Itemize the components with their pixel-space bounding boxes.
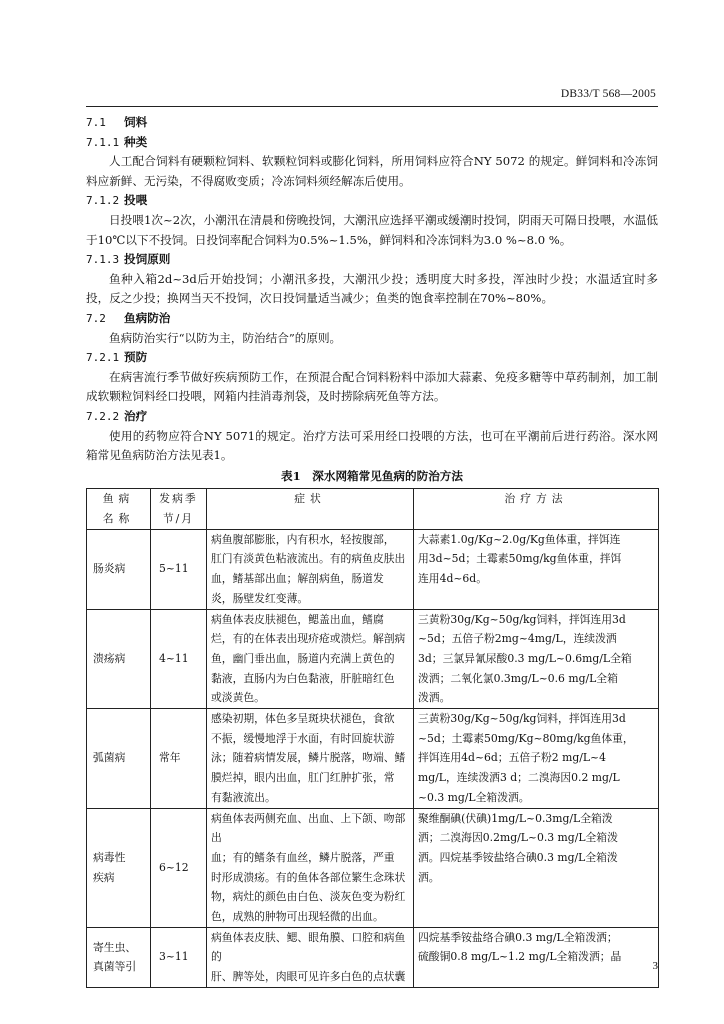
paragraph: 在病害流行季节做好疾病预防工作，在预混合配合饲料粉料中添加大蒜素、免疫多糖等中草药制剂，加工制成软颗粒饲料经口投喂，网箱内挂消毒剂袋，及时捞除病死鱼等方法。: [86, 369, 658, 404]
header-rule: [86, 106, 658, 107]
disease-table-wrap: [86, 488, 658, 988]
table-row: [87, 529, 659, 609]
cell-symptoms-line: 黏液，直肠内为白色黏液，肝脏暗红色: [211, 671, 395, 685]
table-body: [87, 529, 659, 987]
disease-table: [86, 488, 659, 988]
cell-treatment-line: 大蒜素1.0g/Kg~2.0g/Kg鱼体重，拌饵连: [418, 532, 621, 546]
cell-treatment-line: 3d；三氯异氰尿酸0.3 mg/L~0.6mg/L全箱: [418, 651, 632, 665]
cell-disease-name-line: 弧菌病: [93, 751, 126, 765]
cell-symptoms-line: 泳；随着病情发展，鳞片脱落，吻端、鳍: [211, 751, 406, 765]
cell-symptoms-line: 血；有的鳍条有血丝，鳞片脱落，严重: [211, 850, 395, 864]
section-heading: 7.1 饲料: [86, 115, 148, 129]
cell-symptoms-line: 病鱼腹部膨胀，内有积水，轻按腹部，: [211, 532, 395, 546]
cell-disease-name-line: 寄生虫、: [93, 940, 137, 954]
cell-treatment-line: 聚维酮碘(伏碘)1mg/L~0.3mg/L全箱泼: [418, 811, 613, 825]
cell-treatment-line: 泼洒；二氧化氯0.3mg/L~0.6 mg/L全箱: [418, 671, 618, 685]
cell-symptoms: [207, 927, 414, 987]
section-heading: 7.1.3 投饲原则: [86, 252, 171, 267]
cell-symptoms-line: 不振，缓慢地浮于水面，有时回旋状游: [211, 731, 395, 745]
paragraph: 日投喂1次~2次，小潮汛在清晨和傍晚投饲，大潮汛应选择平潮或缓潮时投饲，阴雨天可隔日投喂，水温低于10℃以下不投饲。日投饲率配合饲料为0.5%~1.5%，鲜饲料和冷冻饲料为3.0 %~8.0 %。: [86, 212, 658, 247]
cell-treatment-line: mg/L，连续泼洒3 d；二溴海因0.2 mg/L: [418, 771, 620, 785]
cell-disease-name: [87, 529, 151, 609]
cell-disease-name-line: 病毒性: [93, 850, 126, 864]
cell-disease-name-line: 溃疡病: [93, 651, 126, 665]
cell-treatment-line: 洒。: [418, 870, 440, 884]
cell-disease-name-line: 疾病: [93, 870, 115, 884]
cell-disease-name: [87, 927, 151, 987]
cell-disease-name-line: 真菌等引: [93, 960, 137, 974]
section-heading: 7.1.2 投喂: [86, 193, 148, 208]
cell-season: 4~11: [151, 609, 207, 709]
cell-symptoms-line: 时形成溃疡。有的鱼体各部位繁生念珠状: [211, 870, 406, 884]
cell-symptoms-line: 物，病灶的颜色由白色、淡灰色变为粉红: [211, 890, 406, 904]
cell-disease-name: [87, 609, 151, 709]
header-treatment: 治疗方法: [414, 489, 659, 529]
cell-symptoms-line: 感染初期，体色多呈斑块状褪色，食欲: [211, 712, 395, 726]
cell-treatment: [414, 927, 659, 987]
cell-symptoms-line: 肛门有淡黄色粘液流出。有的病鱼皮肤出: [211, 552, 406, 566]
header-symptoms: 症状: [207, 489, 414, 529]
cell-symptoms-line: 病鱼体表皮肤、鳃、眼角膜、口腔和病鱼的: [211, 930, 406, 964]
document-body: [86, 113, 658, 988]
table-header-row: [87, 489, 659, 529]
cell-treatment-line: ~0.3 mg/L全箱泼洒。: [418, 790, 530, 804]
table-row: [87, 927, 659, 987]
cell-symptoms-line: 肝、脾等处，肉眼可见许多白色的点状囊: [211, 970, 406, 984]
cell-treatment-line: 三黄粉30g/Kg~50g/kg饲料，拌饵连用3d: [418, 612, 626, 626]
cell-symptoms: [207, 609, 414, 709]
cell-treatment-line: ~5d；土霉素50mg/Kg~80mg/kg鱼体重，: [418, 731, 634, 745]
cell-treatment-line: 硫酸铜0.8 mg/L~1.2 mg/L全箱泼洒；晶: [418, 950, 622, 964]
cell-season: 常年: [151, 709, 207, 809]
cell-symptoms-line: 血，鳍基部出血；解剖病鱼，肠道发: [211, 572, 384, 586]
cell-season: 5~11: [151, 529, 207, 609]
table-row: [87, 709, 659, 809]
cell-symptoms: [207, 808, 414, 927]
cell-disease-name: [87, 808, 151, 927]
paragraph: 鱼病防治实行“以防为主，防治结合”的原则。: [109, 330, 342, 345]
section-heading: 7.2 鱼病防治: [86, 310, 171, 325]
cell-symptoms-line: 膜烂掉，眼内出血，肛门红肿扩张，常: [211, 771, 395, 785]
table-row: [87, 808, 659, 927]
cell-symptoms-line: 鱼，幽门垂出血，肠道内充满上黄色的: [211, 651, 395, 665]
section-heading: 7.1.1 种类: [86, 134, 148, 149]
cell-symptoms: [207, 529, 414, 609]
section-heading: 7.2.2 治疗: [86, 408, 148, 423]
cell-symptoms-line: 有黏液流出。: [211, 790, 276, 804]
cell-treatment-line: 四烷基季铵盐络合碘0.3 mg/L全箱泼洒；: [418, 930, 618, 944]
cell-treatment-line: 泼洒。: [418, 691, 451, 705]
standard-id: DB33/T 568—2005: [560, 88, 656, 100]
cell-treatment-line: 三黄粉30g/Kg~50g/kg饲料，拌饵连用3d: [418, 712, 626, 726]
table-caption: 表1 深水网箱常见鱼病的防治方法: [281, 468, 463, 483]
cell-symptoms-line: 病鱼体表皮肤褪色，鳃盖出血，鳍腐: [211, 612, 384, 626]
cell-disease-name: [87, 709, 151, 809]
cell-season: 6~12: [151, 808, 207, 927]
cell-season: 3~11: [151, 927, 207, 987]
cell-treatment: [414, 808, 659, 927]
page-number: 3: [652, 960, 658, 972]
cell-symptoms-line: 炎，肠壁发红变薄。: [211, 591, 309, 605]
cell-treatment: [414, 709, 659, 809]
cell-symptoms-line: 病鱼体表两侧充血、出血、上下颌、吻部出: [211, 811, 406, 845]
paragraph: 使用的药物应符合NY 5071的规定。治疗方法可采用经口投喂的方法，也可在平潮前后进行药浴。深水网箱常见鱼病防治方法见表1。: [86, 428, 658, 463]
cell-treatment-line: 洒；二溴海因0.2mg/L~0.3 mg/L全箱泼: [418, 831, 618, 845]
header-name: 鱼病 名称: [87, 489, 151, 529]
paragraph: 人工配合饲料有硬颗粒饲料、软颗粒饲料或膨化饲料，所用饲料应符合NY 5072 的规定。鲜饲料和冷冻饲料应新鲜、无污染，不得腐败变质；冷冻饲料须经解冻后使用。: [86, 154, 658, 188]
cell-symptoms-line: 或淡黄色。: [211, 691, 265, 705]
cell-treatment-line: 拌饵连用4d~6d；五倍子粉2 mg/L~4: [418, 751, 606, 765]
table-row: [87, 609, 659, 709]
cell-treatment-line: ~5d；五倍子粉2mg~4mg/L，连续泼洒: [418, 632, 617, 646]
cell-treatment-line: 洒。四烷基季铵盐络合碘0.3 mg/L全箱泼: [418, 850, 618, 864]
cell-treatment-line: 用3d~5d；土霉素50mg/kg鱼体重，拌饵: [418, 552, 622, 566]
cell-disease-name-line: 肠炎病: [93, 562, 126, 576]
header-season: 发病季 节/月: [151, 489, 207, 529]
cell-symptoms-line: 烂，有的在体表出现疥疮或溃烂。解剖病: [211, 632, 406, 646]
section-heading: 7.2.1 预防: [86, 350, 148, 365]
paragraph: 鱼种入箱2d~3d后开始投饲；小潮汛多投，大潮汛少投；透明度大时多投，浑浊时少投；水温适宜时多投，反之少投；换网当天不投饲，次日投饲量适当减少；鱼类的饱食率控制在70%~80%。: [86, 271, 658, 306]
cell-treatment-line: 连用4d~6d。: [418, 572, 487, 586]
cell-treatment: [414, 609, 659, 709]
cell-symptoms-line: 色，成熟的肿物可出现轻微的出血。: [211, 910, 384, 924]
cell-symptoms: [207, 709, 414, 809]
cell-treatment: [414, 529, 659, 609]
